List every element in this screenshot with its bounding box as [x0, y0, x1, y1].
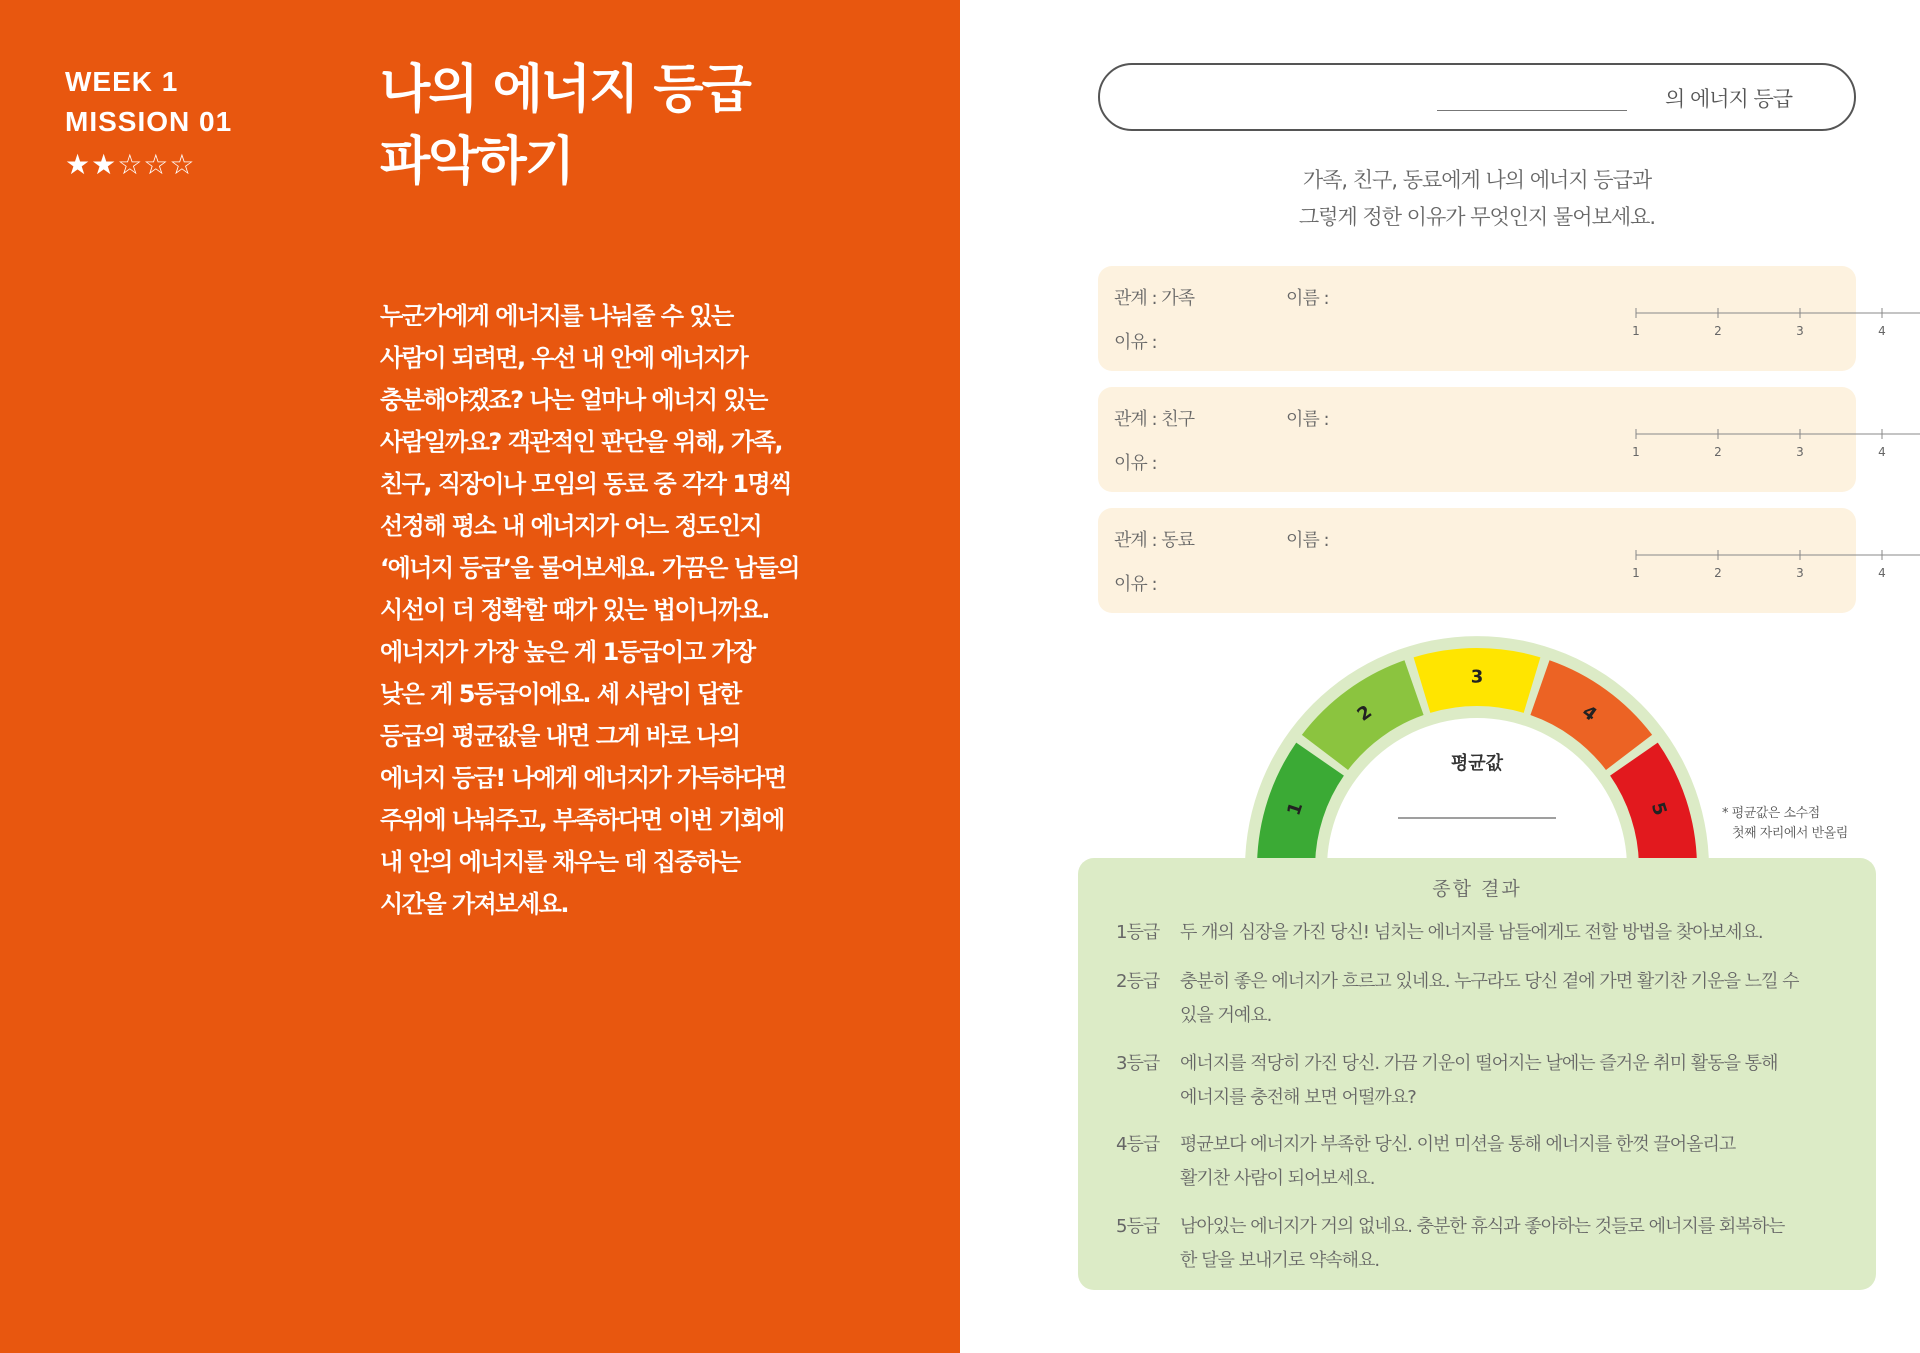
relation-label: 관계 : 가족 [1114, 288, 1195, 309]
grade-label: 3등급 [1116, 1053, 1160, 1074]
intro-line: 가족, 친구, 동료에게 나의 에너지 등급과 [1302, 168, 1652, 192]
intro-line: 그렇게 정한 이유가 무엇인지 물어보세요. [1298, 205, 1656, 229]
grade-description-line: 두 개의 심장을 가진 당신! 넘치는 에너지를 남들에게도 전할 방법을 찾아보세요. [1180, 922, 1763, 943]
name-suffix-label: 의 에너지 등급 [1665, 87, 1793, 111]
scale-tick-label: 4 [1878, 566, 1886, 580]
body-line: 주위에 나눠주고, 부족하다면 이번 기회에 [380, 806, 784, 834]
mission-heading [65, 62, 232, 142]
body-line: 에너지 등급! 나에게 에너지가 가득하다면 [380, 764, 786, 792]
grade-description [1180, 916, 1763, 950]
note-line: * 평균값은 소수점 [1722, 806, 1820, 821]
body-line: 낮은 게 5등급이에요. 세 사람이 답한 [380, 680, 741, 708]
scale-tick-label: 2 [1714, 324, 1722, 338]
reason-label: 이유 : [1114, 574, 1157, 595]
grade-description [1180, 1128, 1735, 1196]
gauge-segment-label: 5 [1646, 799, 1671, 819]
grade-description [1180, 1047, 1777, 1115]
rounding-note [1722, 804, 1848, 844]
energy-gauge [960, 0, 1920, 870]
relation-label: 관계 : 동료 [1114, 530, 1195, 551]
scale-tick-label: 2 [1714, 445, 1722, 459]
grade-description-line: 에너지를 충전해 보면 어떨까요? [1180, 1087, 1416, 1108]
name-label: 이름 : [1286, 288, 1329, 309]
scale-tick-label: 1 [1632, 445, 1640, 459]
scale-tick-label: 4 [1878, 324, 1886, 338]
name-label: 이름 : [1286, 409, 1329, 430]
scale-tick-label: 3 [1796, 445, 1804, 459]
gauge-segment-label: 4 [1578, 701, 1601, 726]
body-line: 시간을 가져보세요. [380, 890, 568, 918]
note-line: 첫째 자리에서 반올림 [1732, 826, 1848, 841]
grade-description-line: 활기찬 사람이 되어보세요. [1180, 1168, 1375, 1189]
body-line: 누군가에게 에너지를 나눠줄 수 있는 [380, 302, 733, 330]
grade-description-line: 있을 거예요. [1180, 1005, 1272, 1026]
grade-label: 1등급 [1116, 922, 1160, 943]
gauge-segment-label: 1 [1283, 799, 1308, 819]
scale-tick-label: 1 [1632, 566, 1640, 580]
name-label: 이름 : [1286, 530, 1329, 551]
reason-label: 이유 : [1114, 332, 1157, 353]
body-line: 사람일까요? 객관적인 판단을 위해, 가족, [380, 428, 783, 456]
week-label: WEEK 1 [65, 66, 179, 97]
grade-description-line: 평균보다 에너지가 부족한 당신. 이번 미션을 통해 에너지를 한껏 끌어올리고 [1180, 1134, 1736, 1155]
body-line: 사람이 되려면, 우선 내 안에 에너지가 [380, 344, 748, 372]
mission-label: MISSION 01 [65, 106, 233, 137]
reason-label: 이유 : [1114, 453, 1157, 474]
average-label: 평균값 [1450, 753, 1504, 774]
grade-description-line: 한 달을 보내기로 약속해요. [1180, 1250, 1380, 1271]
title-line: 나의 에너지 등급 [380, 60, 750, 120]
body-line: ‘에너지 등급’을 물어보세요. 가끔은 남들의 [380, 554, 799, 582]
scale-tick-label: 3 [1796, 324, 1804, 338]
grade-description-line: 충분히 좋은 에너지가 흐르고 있네요. 누구라도 당신 곁에 가면 활기찬 기운을 느낄 수 [1180, 971, 1799, 992]
gauge-segment-label: 3 [1470, 666, 1484, 688]
body-line: 에너지가 가장 높은 게 1등급이고 가장 [380, 638, 755, 666]
result-title: 종합 결과 [1432, 878, 1522, 900]
grade-description-line: 에너지를 적당히 가진 당신. 가끔 기운이 떨어지는 날에는 즐거운 취미 활동을 통해 [1180, 1053, 1778, 1074]
body-line: 시선이 더 정확할 때가 있는 법이니까요. [380, 596, 769, 624]
relation-label: 관계 : 친구 [1114, 409, 1195, 430]
difficulty-stars: ★★☆☆☆ [65, 148, 196, 181]
scale-tick-label: 2 [1714, 566, 1722, 580]
scale-tick-label: 1 [1632, 324, 1640, 338]
right-page [960, 0, 1920, 1353]
body-line: 친구, 직장이나 모임의 동료 중 각각 1명씩 [380, 470, 791, 498]
grade-label: 2등급 [1116, 971, 1160, 992]
body-line: 선정해 평소 내 에너지가 어느 정도인지 [380, 512, 762, 540]
scale-tick-label: 3 [1796, 566, 1804, 580]
scale-tick-label: 4 [1878, 445, 1886, 459]
body-line: 등급의 평균값을 내면 그게 바로 나의 [380, 722, 740, 750]
grade-description [1180, 965, 1799, 1033]
grade-description [1180, 1210, 1784, 1278]
overall-result-box [1078, 858, 1876, 1290]
gauge-segment-label: 2 [1353, 701, 1376, 726]
body-line: 내 안의 에너지를 채우는 데 집중하는 [380, 848, 740, 876]
grade-description-line: 남아있는 에너지가 거의 없네요. 충분한 휴식과 좋아하는 것들로 에너지를 회복하는 [1180, 1216, 1785, 1237]
title-line: 파악하기 [380, 132, 573, 192]
mission-description [380, 295, 840, 925]
body-line: 충분해야겠죠? 나는 얼마나 에너지 있는 [380, 386, 767, 414]
page-title [380, 54, 750, 198]
grade-label: 5등급 [1116, 1216, 1160, 1237]
grade-label: 4등급 [1116, 1134, 1160, 1155]
